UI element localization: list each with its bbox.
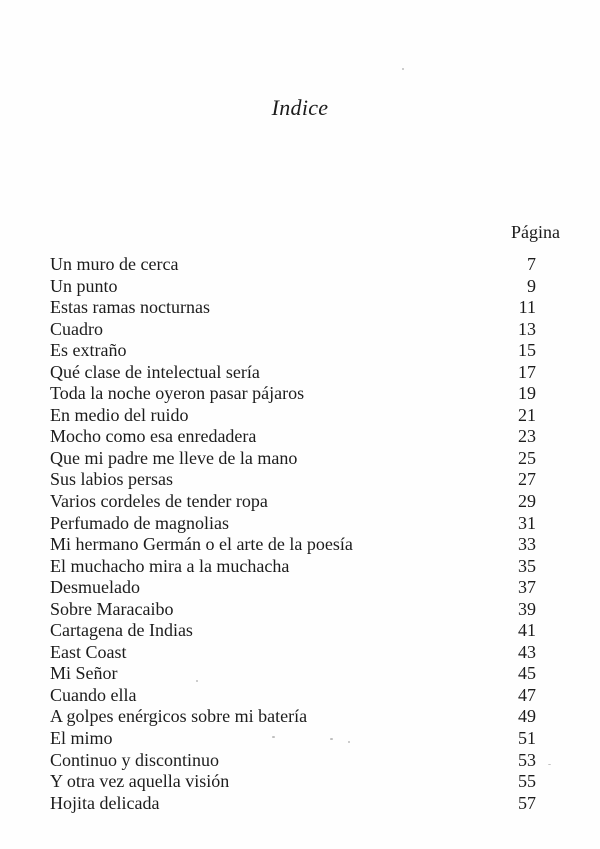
toc-entry-title: Cartagena de Indias <box>50 620 193 641</box>
scan-speck <box>272 736 275 738</box>
toc-entry <box>50 405 536 427</box>
toc-entry <box>50 685 536 707</box>
toc-entry-title: Hojita delicada <box>50 792 160 813</box>
toc-entry-title: El muchacho mira a la muchacha <box>50 555 290 576</box>
toc-entry-page: 23 <box>518 426 536 447</box>
toc-entry-page: 57 <box>518 792 536 813</box>
toc-entry-page: 47 <box>518 684 536 705</box>
toc-entry-page: 9 <box>527 275 536 296</box>
toc-entry-title: Sobre Maracaibo <box>50 598 174 619</box>
table-of-contents <box>50 254 536 814</box>
toc-entry-page: 45 <box>518 663 536 684</box>
toc-entry-title: Toda la noche oyeron pasar pájaros <box>50 383 305 404</box>
toc-entry-page: 21 <box>518 404 536 425</box>
toc-entry-page: 27 <box>518 469 536 490</box>
scan-speck <box>402 68 404 70</box>
toc-entry-title: El mimo <box>50 728 113 749</box>
toc-entry-page: 41 <box>518 620 536 641</box>
toc-entry-title: Y otra vez aquella visión <box>50 771 230 792</box>
toc-entry-title: Desmuelado <box>50 577 140 598</box>
toc-entry-title: Un muro de cerca <box>50 254 179 274</box>
toc-entry <box>50 491 536 513</box>
toc-entry-title: Un punto <box>50 275 118 296</box>
toc-entry-title: Es extraño <box>50 340 127 361</box>
toc-entry <box>50 276 536 298</box>
toc-entry <box>50 469 536 491</box>
toc-entry-page: 49 <box>518 706 536 727</box>
toc-entry-title: Mocho como esa enredadera <box>50 426 257 447</box>
toc-entry-title: Sus labios persas <box>50 469 173 490</box>
toc-entry-title: En medio del ruido <box>50 404 189 425</box>
page-title: Indice <box>271 95 329 120</box>
toc-entry-title: Cuando ella <box>50 684 137 705</box>
toc-entry-page: 43 <box>518 641 536 662</box>
toc-entry-page: 11 <box>518 297 536 318</box>
toc-entry-page: 25 <box>518 447 536 468</box>
scan-speck <box>330 738 333 740</box>
toc-entry <box>50 793 536 815</box>
toc-entry-page: 19 <box>518 383 536 404</box>
toc-entry-page: 29 <box>518 491 536 512</box>
toc-entry <box>50 599 536 621</box>
toc-entry-page: 35 <box>518 555 536 576</box>
toc-entry <box>50 663 536 685</box>
toc-entry-title: Perfumado de magnolias <box>50 512 229 533</box>
toc-entry <box>50 319 536 341</box>
toc-entry <box>50 642 536 664</box>
toc-entry-title: Qué clase de intelectual sería <box>50 361 260 382</box>
toc-entry <box>50 728 536 750</box>
scan-speck <box>196 680 198 682</box>
toc-entry <box>50 426 536 448</box>
toc-entry <box>50 750 536 772</box>
toc-entry-title: Que mi padre me lleve de la mano <box>50 447 298 468</box>
toc-entry <box>50 556 536 578</box>
toc-entry-page: 51 <box>518 728 536 749</box>
toc-entry-page: 31 <box>518 512 536 533</box>
toc-entry-page: 37 <box>518 577 536 598</box>
toc-entry-page: 15 <box>518 340 536 361</box>
toc-entry-page: 17 <box>518 361 536 382</box>
toc-entry-title: Estas ramas nocturnas <box>50 297 210 318</box>
toc-entry-page: 13 <box>518 318 536 339</box>
toc-entry <box>50 577 536 599</box>
toc-entry-title: A golpes enérgicos sobre mi batería <box>50 706 308 727</box>
toc-entry <box>50 297 536 319</box>
toc-entry-page: 39 <box>518 598 536 619</box>
toc-entry-title: Mi Señor <box>50 663 118 684</box>
scan-speck <box>348 741 350 743</box>
page-column-header: Página <box>511 222 560 242</box>
toc-entry <box>50 771 536 793</box>
scan-speck <box>548 764 551 765</box>
toc-entry-page: 7 <box>527 254 536 274</box>
toc-entry <box>50 620 536 642</box>
toc-entry <box>50 254 536 276</box>
toc-entry-page: 33 <box>518 534 536 555</box>
toc-entry <box>50 534 536 556</box>
toc-entry <box>50 340 536 362</box>
toc-entry <box>50 362 536 384</box>
toc-entry <box>50 448 536 470</box>
toc-entry-title: East Coast <box>50 641 127 662</box>
toc-entry-page: 55 <box>518 771 536 792</box>
toc-entry-title: Cuadro <box>50 318 103 339</box>
toc-entry <box>50 383 536 405</box>
toc-entry-page: 53 <box>518 749 536 770</box>
toc-entry <box>50 706 536 728</box>
toc-entry-title: Varios cordeles de tender ropa <box>50 491 268 512</box>
toc-entry-title: Continuo y discontinuo <box>50 749 220 770</box>
toc-entry-title: Mi hermano Germán o el arte de la poesía <box>50 534 353 555</box>
toc-entry <box>50 513 536 535</box>
